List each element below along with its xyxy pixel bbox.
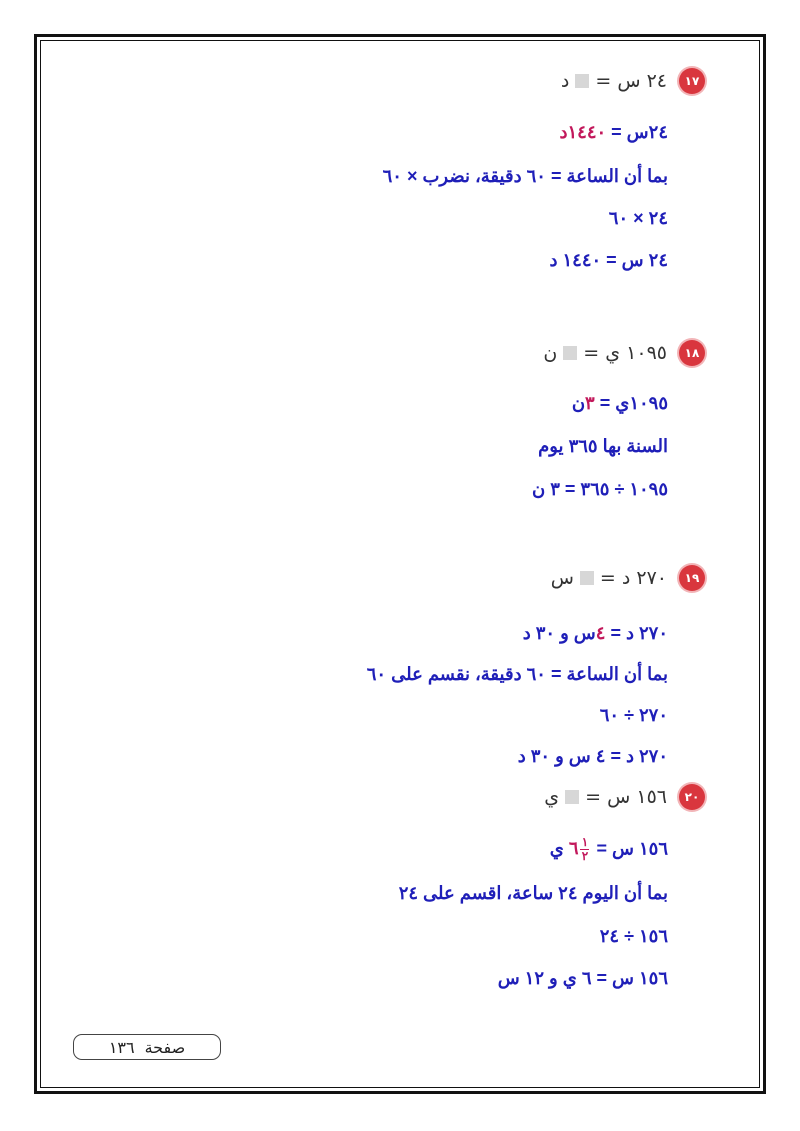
solution-line: بما أن اليوم ٢٤ ساعة، اقسم على ٢٤	[398, 883, 668, 903]
solution-line: السنة بها ٣٦٥ يوم	[538, 436, 668, 456]
solution-line: ٢٤س = ١٤٤٠د	[559, 122, 668, 142]
fraction: $\frac{١}{٢}$	[581, 835, 589, 863]
prompt-right: ن	[543, 342, 558, 364]
page-label-number: ١٣٦	[108, 1037, 135, 1057]
problem-19-header	[551, 565, 705, 591]
solution-line: ٢٤ س = ١٤٤٠ د	[549, 250, 668, 270]
problem-prompt	[561, 70, 667, 92]
answer-blank	[565, 790, 579, 804]
prompt-right: س	[550, 567, 574, 589]
solution-line: ١٥٦ ÷ ٢٤	[599, 926, 668, 946]
prompt-right: ي	[544, 786, 560, 808]
solution-line: بما أن الساعة = ٦٠ دقيقة، نضرب × ٦٠	[382, 166, 668, 186]
problem-prompt	[551, 567, 667, 589]
answer-blank	[575, 74, 589, 88]
problem-number-badge: ١٨	[679, 340, 705, 366]
prompt-left: ٢٧٠ د =	[599, 567, 667, 589]
problem-number-badge: ٢٠	[679, 784, 705, 810]
solution-line: ٢٧٠ د = ٤ س و ٣٠ د	[517, 746, 668, 766]
solution-line: ٢٤ × ٦٠	[608, 208, 668, 228]
problem-number-badge: ١٧	[679, 68, 705, 94]
prompt-left: ٢٤ س =	[595, 70, 667, 92]
solution-line: ١٥٦ س = $\frac{١}{٢}$ ٦ ي	[549, 835, 668, 863]
page-label-word: صفحة	[144, 1037, 186, 1057]
solution-line: ١٥٦ س = ٦ ي و ١٢ س	[497, 968, 668, 988]
prompt-right: د	[560, 70, 570, 92]
solution-line: ٢٧٠ ÷ ٦٠	[599, 705, 668, 725]
problem-number-badge: ١٩	[679, 565, 705, 591]
solution-line: بما أن الساعة = ٦٠ دقيقة، نقسم على ٦٠	[366, 664, 668, 684]
problem-18-header	[543, 340, 705, 366]
prompt-left: ١٥٦ س =	[585, 786, 667, 808]
problem-prompt	[543, 342, 667, 364]
problem-20-header	[544, 784, 705, 810]
prompt-left: ١٠٩٥ ي =	[583, 342, 667, 364]
problem-17-header	[561, 68, 705, 94]
answer-blank	[580, 571, 594, 585]
mixed-number: $\frac{١}{٢}$ ٦	[568, 835, 589, 863]
solution-line: ١٠٩٥ ÷ ٣٦٥ = ٣ ن	[532, 479, 668, 499]
problem-prompt	[544, 786, 667, 808]
answer-blank	[563, 346, 577, 360]
solution-line: ١٠٩٥ي = ٣ن	[571, 393, 668, 413]
solution-line: ٢٧٠ د = ٤س و ٣٠ د	[522, 623, 668, 643]
page-number-label	[73, 1034, 221, 1060]
